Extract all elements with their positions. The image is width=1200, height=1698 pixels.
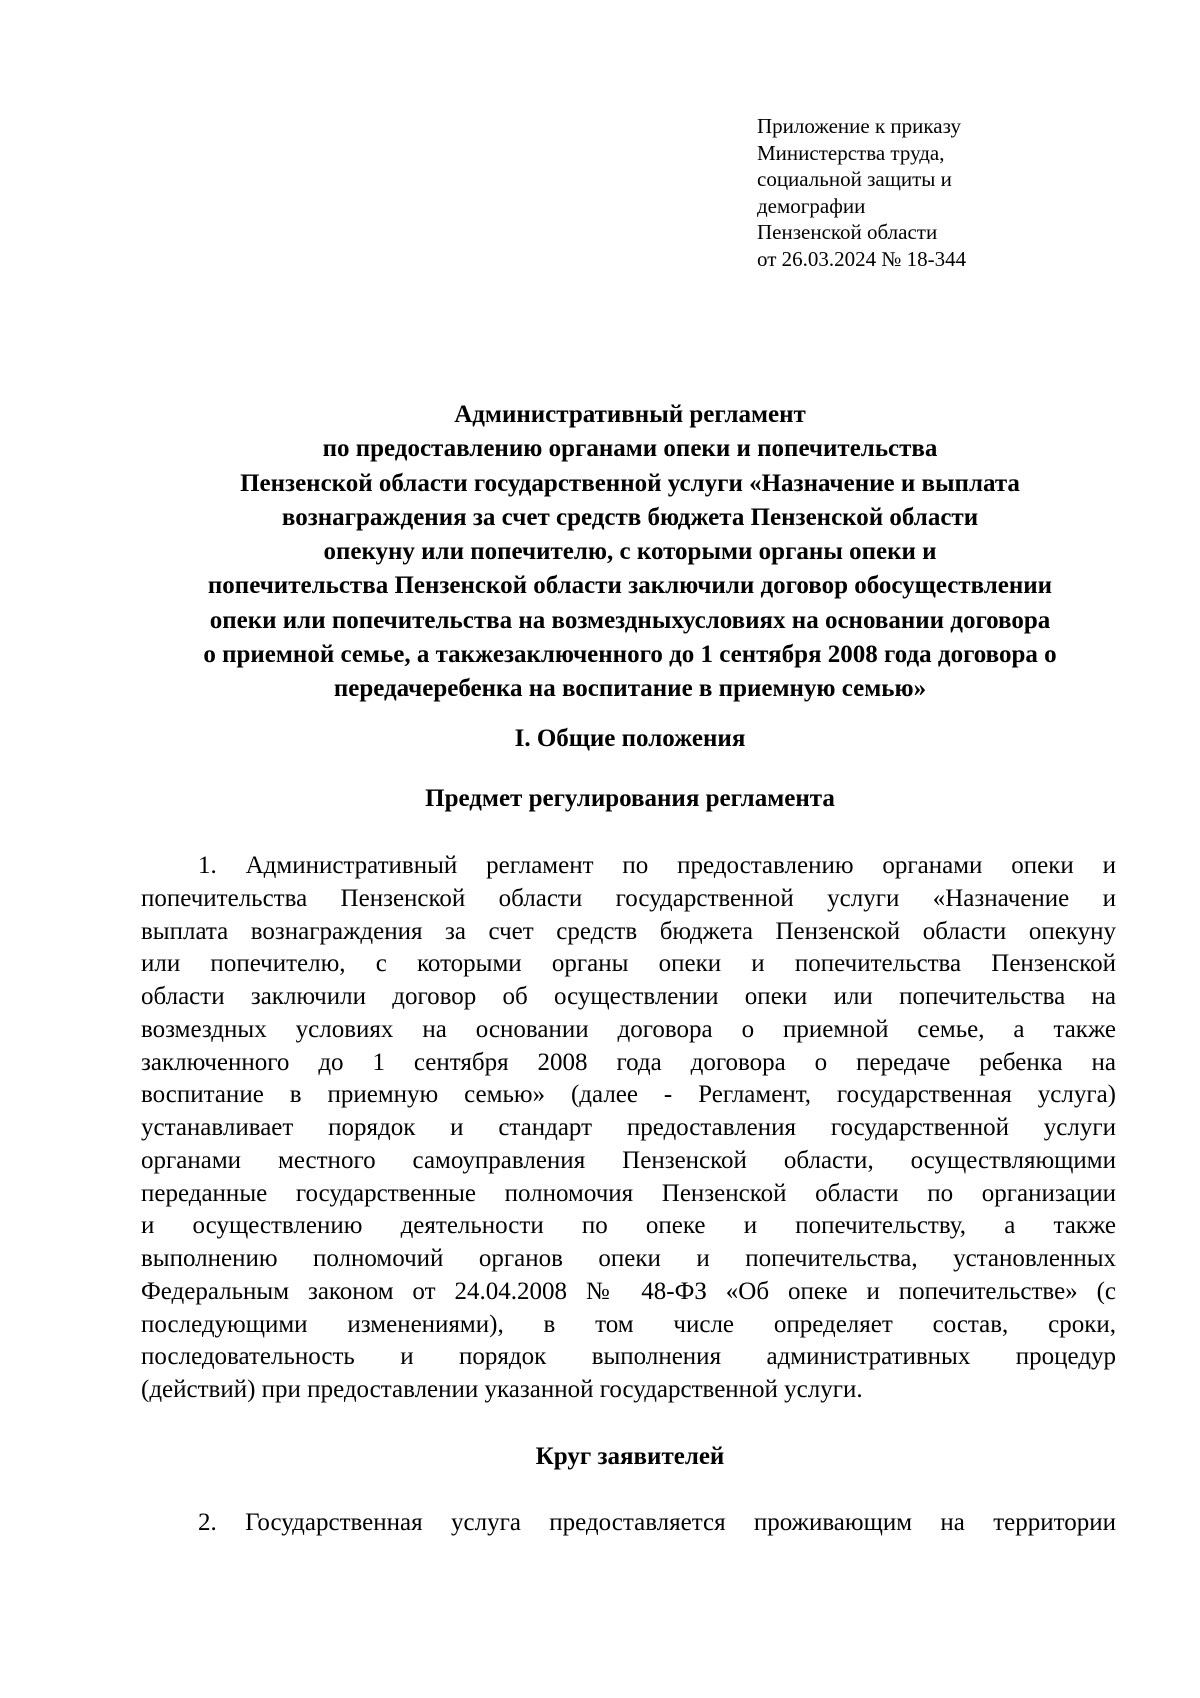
paragraph-line: органами местного самоуправления Пензенской области, осуществляющими bbox=[141, 1146, 1116, 1174]
title-line: опекуну или попечителю, с которыми органы опеки и bbox=[323, 538, 937, 566]
subsection-heading-applicants: Круг заявителей bbox=[535, 1443, 725, 1470]
subsection-heading-subject: Предмет регулирования регламента bbox=[425, 785, 835, 812]
paragraph-line: последующими изменениями), в том числе определяет состав, сроки, bbox=[141, 1310, 1116, 1338]
paragraph-line: возмездных условиях на основании договора о приемной семье, а также bbox=[141, 1015, 1116, 1043]
paragraph-line: и осуществлению деятельности по опеке и попечительству, а также bbox=[141, 1212, 1116, 1240]
annex-line: от 26.03.2024 № 18-344 bbox=[757, 246, 967, 271]
paragraph-line: области заключили договор об осуществлении опеки или попечительства на bbox=[141, 983, 1116, 1010]
paragraph-2 bbox=[141, 1507, 1116, 1540]
title-line: попечительства Пензенской области заключили договор обосуществлении bbox=[207, 572, 1053, 600]
title-line: по предоставлению органами опеки и попечительства bbox=[322, 435, 938, 463]
paragraph-line: (действий) при предоставлении указанной государственной услуги. bbox=[141, 1376, 863, 1403]
paragraph-1 bbox=[141, 850, 1116, 1407]
document-title bbox=[140, 398, 1120, 707]
paragraph-line: Федеральным законом от 24.04.2008 № 48-ФЗ «Об опеке и попечительстве» (с bbox=[141, 1277, 1116, 1305]
title-line: Пензенской области государственной услуги «Назначение и выплата bbox=[240, 469, 1020, 497]
annex-line: демографии bbox=[757, 193, 866, 218]
title-line: Административный регламент bbox=[454, 401, 806, 428]
title-line: опеки или попечительства на возмездныхусловиях на основании договора bbox=[209, 606, 1051, 634]
paragraph-line: последовательность и порядок выполнения административных процедур bbox=[141, 1343, 1116, 1371]
section-heading: I. Общие положения bbox=[514, 725, 746, 752]
title-line: вознаграждения за счет средств бюджета Пензенской области bbox=[281, 503, 979, 531]
paragraph-line: 1. Административный регламент по предоставлению органами опеки и bbox=[198, 852, 1116, 879]
annex-note bbox=[757, 113, 1057, 272]
paragraph-line: выплата вознаграждения за счет средств бюджета Пензенской области опекуну bbox=[141, 917, 1116, 945]
paragraph-line: попечительства Пензенской области государственной услуги «Назначение и bbox=[141, 884, 1116, 912]
annex-line: Министерства труда, bbox=[757, 140, 945, 165]
paragraph-line: 2. Государственная услуга предоставляется проживающим на территории bbox=[198, 1509, 1116, 1536]
annex-line: Пензенской области bbox=[757, 220, 938, 244]
paragraph-line: устанавливает порядок и стандарт предоставления государственной услуги bbox=[141, 1114, 1116, 1141]
paragraph-line: заключенного до 1 сентября 2008 года договора о передаче ребенка на bbox=[141, 1048, 1116, 1076]
paragraph-line: воспитание в приемную семью» (далее - Регламент, государственная услуга) bbox=[141, 1081, 1116, 1109]
title-line: передачеребенка на воспитание в приемную семью» bbox=[333, 675, 927, 703]
annex-line: социальной защиты и bbox=[757, 167, 952, 191]
paragraph-line: переданные государственные полномочия Пензенской области по организации bbox=[141, 1179, 1116, 1207]
title-line: о приемной семье, а такжезаключенного до 1 сентября 2008 года договора о bbox=[203, 641, 1057, 669]
annex-line: Приложение к приказу bbox=[757, 114, 961, 138]
paragraph-line: или попечителю, с которыми органы опеки и попечительства Пензенской bbox=[141, 950, 1116, 978]
paragraph-line: выполнению полномочий органов опеки и попечительства, установленных bbox=[141, 1245, 1116, 1272]
